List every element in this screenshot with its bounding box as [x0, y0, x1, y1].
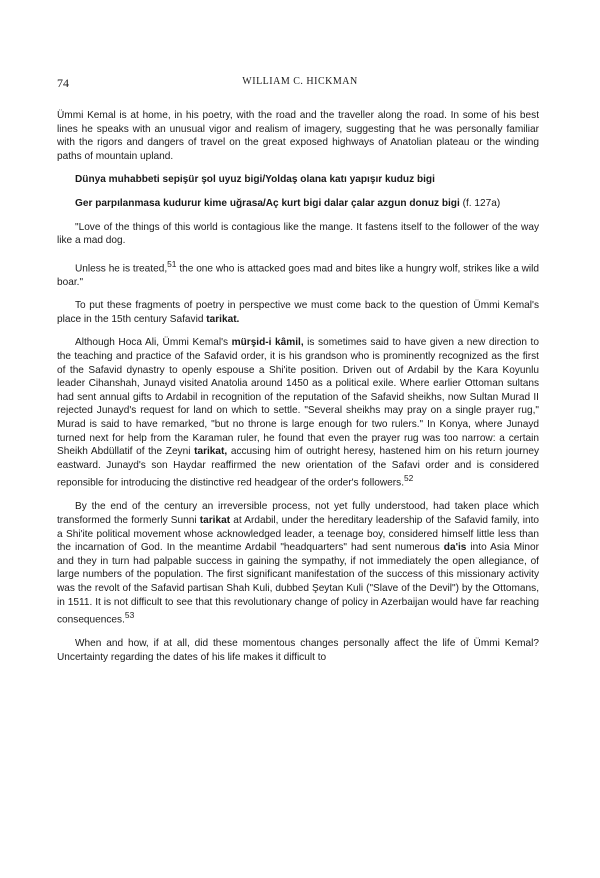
paragraph-century-start: By the end of the century an irreversible process, not yet fully understood, had taken place which transformed the formerly Sunni [57, 501, 539, 526]
paragraph-end-of-century [57, 500, 539, 627]
paragraph-when-and-how: When and how, if at all, did these momentous changes personally affect the life of Ümmi Kemal? Uncertainty regarding the dates of his life makes it difficult to [57, 638, 539, 663]
translation-paragraph-1: "Love of the things of this world is contagious like the mange. It fastens itself to the follower of the way like a mad dog. [57, 221, 539, 247]
translation-paragraph-2 [57, 258, 539, 290]
verse-line-2 [57, 197, 539, 211]
running-head: WILLIAM C. HICKMAN [242, 76, 358, 87]
footnote-ref-51: 51 [167, 258, 177, 269]
paragraph-1: Ümmi Kemal is at home, in his poetry, with the road and the traveller along the road. In some of his best lines he speaks with an unusual vigor and realism of imagery, suggesting that he was personally familiar with the rigors and dangers of travel on the great exposed highways of Anatolian plateau or the winding paths of mountain upland. [57, 110, 539, 162]
paragraph-hoca-ali-start: Although Hoca Ali, Ümmi Kemal's [75, 337, 232, 349]
paragraph-hoca-ali [57, 336, 539, 490]
term-tarikat: tarikat. [206, 313, 240, 325]
verse-line-2-text: Ger parpılanmasa kudurur kime uğrasa/Aç kurt bigi dalar çalar azgun donuz bigi [75, 197, 460, 209]
term-dais: da'is [443, 542, 467, 554]
page-header [57, 76, 543, 92]
translation-2-start: Unless he is treated, [75, 263, 168, 275]
paragraph-perspective [57, 299, 539, 326]
term-tarikat-zeyni: tarikat, [194, 446, 228, 458]
paragraph-hoca-ali-middle: is sometimes said to have given a new direction to the teaching and practice of the Safavid order, it is his grandson who is prominently recognized as the first of the Safavid dynastry to openly espouse a Shi'ite position. Driven out of Ardabil by the Kara Koyunlu leader Cihanshah, Junayd visited Anatolia around 1450 as a political exile. Where earlier Ottoman sultans had sent annual gifts to Ardabil in recognition of the reputation of the Safavid sheikhs, now Sultan Murad II rejected Junayd's request for land on which to settle. "Several sheikhs may pray on a single prayer rug," Murad is said to have remarked, "but no throne is large enough for two rulers." In Konya, where Junayd turned next for help from the Karaman ruler, he found that even the prayer rug was too narrow: a certain Sheikh Abdüllatif of the Zeyni [57, 337, 539, 458]
translation-2-end: the one who is attacked goes mad and bites like a hungry wolf, strikes like a wild boar." [57, 263, 539, 288]
footnote-ref-52: 52 [404, 473, 414, 484]
paragraph-hoca-ali-end: accusing him of outright heresy, hastened him on his return journey eastward. Junayd's son Haydar reaffirmed the new orientation of the Safavi order and is considered reponsible for introducing the distinctive red headgear of the order's followers. [57, 446, 540, 489]
footnote-ref-53: 53 [124, 610, 135, 621]
page-number: 74 [57, 76, 69, 90]
paragraph-century-end: into Asia Minor and they in turn had palpable success in gaining the sympathy, if not immediately the open allegiance, of large numbers of the population. The first significant manifestation of the success of this missionary activity was the revolt of the Safavid partisan Shah Kuli, dubbed Şeytan Kuli ("Slave of the Devil") by the Ottomans, in 1511. It is not difficult to see that this revolutionary change of policy in Azerbaijan would have far reaching consequences. [57, 542, 539, 626]
paragraph-perspective-text: To put these fragments of poetry in perspective we must come back to the question of Ümmi Kemal's place in the 15th century Safavid [57, 300, 539, 325]
body-text [57, 109, 539, 674]
paragraph-century-middle: at Ardabil, under the hereditary leadership of the Safavid family, into a Shi'ite political movement whose acknowledged leader, a teenage boy, considered himself little less than the incarnation of God. In the meantime Ardabil "headquarters" had sent numerous [57, 514, 539, 554]
term-mursid-i-kamil: mürşid-i kâmil, [231, 337, 304, 349]
verse-line-2-ref: (f. 127a) [462, 197, 501, 209]
term-tarikat-ardabil: tarikat [199, 514, 231, 526]
verse-line-1: Dünya muhabbeti sepişür şol uyuz bigi/Yoldaş olana katı yapışır kuduz bigi [75, 174, 435, 186]
